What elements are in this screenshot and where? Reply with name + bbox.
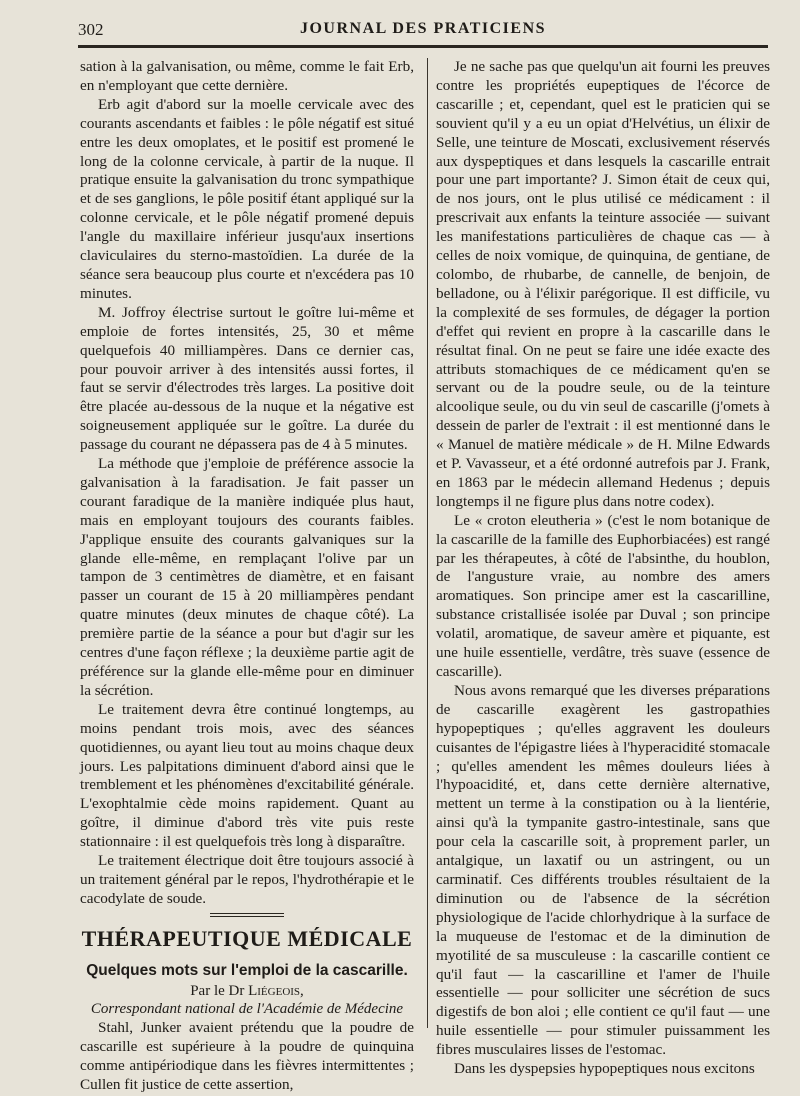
paragraph: Le traitement devra être continué longtemps, au moins pendant trois mois, avec des séances quotidiennes, ou ayant lieu tout au moins chaque deux jours. Les palpitations diminuent d'abord ainsi que le tremblement et les phénomènes d'excitabilité générale. L'exophtalmie cède moins rapidement. Quant au goître, il diminue d'abord très vite puis reste stationnaire : il est quelquefois très long à disparaître. xyxy=(80,700,414,851)
paragraph: Erb agit d'abord sur la moelle cervicale avec des courants ascendants et faibles : le pôle négatif est situé entre les deux omoplates, et le positif est promené le long de la colonne cervicale, à partir de la nuque. Il pratique ensuite la galvanisation du tronc sympathique et de ses ganglions, le pôle positif étant appliqué sur la colonne cervicale, et le pôle négatif promené depuis l'angle du maxillaire inférieur jusqu'aux insertions claviculaires du sterno-mastoïdien. La durée de la séance sera beaucoup plus courte et n'excédera pas 10 minutes. xyxy=(80,95,414,302)
paragraph: Stahl, Junker avaient prétendu que la poudre de cascarille est supérieure à la poudre de quinquina comme antipériodique dans les fièvres intermittentes ; Cullen fit justice de cette assertion, xyxy=(80,1018,414,1093)
paragraph: sation à la galvanisation, ou même, comme le fait Erb, en n'employant que cette dernière. xyxy=(80,58,414,94)
running-title: JOURNAL DES PRATICIENS xyxy=(299,20,547,37)
header-rule xyxy=(78,45,768,48)
paragraph: Nous avons remarqué que les diverses préparations de cascarille exagèrent les gastropathies hypopeptiques ; qu'elles aggravent les douleurs cuisantes de l'épigastre liées à l'hyperacidité stomacale ; qu'elles amendent les mêmes douleurs liées à l'hypoacidité, et, dans cette dernière alternative, mettent un terme à la constipation ou à la lientérie, ainsi qu'à la tympanite gastro-intestinale, sans que pour cela la cascarille soit, à proprement parler, un antalgique, un laxatif ou un astringent, ou un carminatif. Ces différents troubles résultaient de la diminution ou de l'absence de la sécrétion physiologique de l'acide chlorhydrique à la surface de la muqueuse de l'estomac et de la diminution de myotilité de sa musculeuse : la cascarille contient ce qu'il faut — la cascarilline et l'amer de l'huile essentielle — pour solliciter une sécrétion de sucs digestifs de bon aloi ; elle contient ce qu'il faut — une huile essentielle — pour stimuler puissamment les fibres musculaires lisses de l'estomac. xyxy=(436,681,770,1059)
section-title: THÉRAPEUTIQUE MÉDICALE xyxy=(81,925,413,951)
author-affiliation: Correspondant national de l'Académie de Médecine xyxy=(90,1001,404,1018)
column-divider xyxy=(427,58,428,1028)
paragraph: Le « croton eleutheria » (c'est le nom botanique de la cascarille de la famille des Euphorbiacées) est rangé par les thérapeutes, à côté de l'absinthe, du houblon, de l'angusture vraie, au nombre des amers aromatiques. Son principe amer est la cascarilline, substance cristallisée isolée par Duval ; son principe volatil, aromatique, de saveur amère et piquante, est une huile essentielle, verdâtre, très suave (essence de cascarille). xyxy=(436,511,770,680)
left-column xyxy=(80,58,414,1094)
byline xyxy=(80,982,414,1001)
paragraph: Je ne sache pas que quelqu'un ait fourni les preuves contre les propriétés eupeptiques de l'écorce de cascarille ; et, cependant, quel est le praticien qui se souvient qu'il y a eu un opiat d'Helvétius, un élixir de Selle, une teinture de Moscati, exclusivement réservés aux dyspeptiques et dans lesquels la cascarille entrait pour une part importante? J. Simon était de ceux qui, de nos jours, ont le plus utilisé ce médicament : il prescrivait aux enfants la teinture associée — suivant les manifestations particulières de chaque cas — à celles de noix vomique, de quinquina, de gentiane, de colombo, de rhubarbe, de cannelle, de benjoin, de belladone, ou à l'élixir parégorique. Il est difficile, vu la complexité de ses formules, de dégager la portion d'effet qui revient en propre à la cascarille dans le résultat final. On ne peut se faire une idée exacte des attributs stomachiques de ce médicament qu'en se servant ou de la poudre seule, ou de la teinture alcoolique seule, ou du vin seul de cascarille (j'omets à dessein de parler de l'extrait : il est mentionné dans le « Manuel de matière médicale » de H. Milne Edwards et P. Vavasseur, et a été ordonné autrefois par J. Frank, en 1863 par le médecin allemand Hedenus ; depuis longtemps il ne figure plus dans notre codex). xyxy=(436,58,770,510)
paragraph: M. Joffroy électrise surtout le goître lui-même et emploie de fortes intensités, 25, 30 et même quelquefois 40 milliampères. Dans ce dernier cas, pour pouvoir arriver à des intensités aussi fortes, il faut se servir d'électrodes très larges. La positive doit être placée au-dessous de la nuque et la négative est soigneusement appliquée sur le goître. La durée du passage du courant ne dépassera pas de 4 à 5 minutes. xyxy=(80,303,414,454)
paragraph: La méthode que j'emploie de préférence associe la galvanisation à la faradisation. Je fait passer un courant faradique de la manière indiquée plus haut, mais en employant toujours des courants faibles. J'applique ensuite des courants galvaniques sur la glande elle-même, en remplaçant l'olive par un tampon de 3 centimètres de diamètre, et en faisant passer un courant de 15 à 20 milliampères pendant quatre minutes (deux minutes de chaque côté). La première partie de la séance a pour but d'agir sur les centres d'une façon réflexe ; la deuxième partie agit de préférence sur la glande elle-même pour en diminuer la sécrétion. xyxy=(80,455,414,699)
page-number: 302 xyxy=(78,20,104,39)
author-name: Liégeois, xyxy=(248,982,304,999)
section-separator xyxy=(80,909,414,923)
page-header xyxy=(78,18,768,40)
article-title: Quelques mots sur l'emploi de la cascarille. xyxy=(86,961,408,979)
byline-prefix: Par le Dr xyxy=(190,982,245,999)
paragraph: Dans les dyspepsies hypopeptiques nous excitons xyxy=(454,1060,755,1078)
paragraph: Le traitement électrique doit être toujours associé à un traitement général par le repos, l'hydrothérapie et le cacodylate de soude. xyxy=(80,852,414,907)
right-column xyxy=(436,58,770,1079)
